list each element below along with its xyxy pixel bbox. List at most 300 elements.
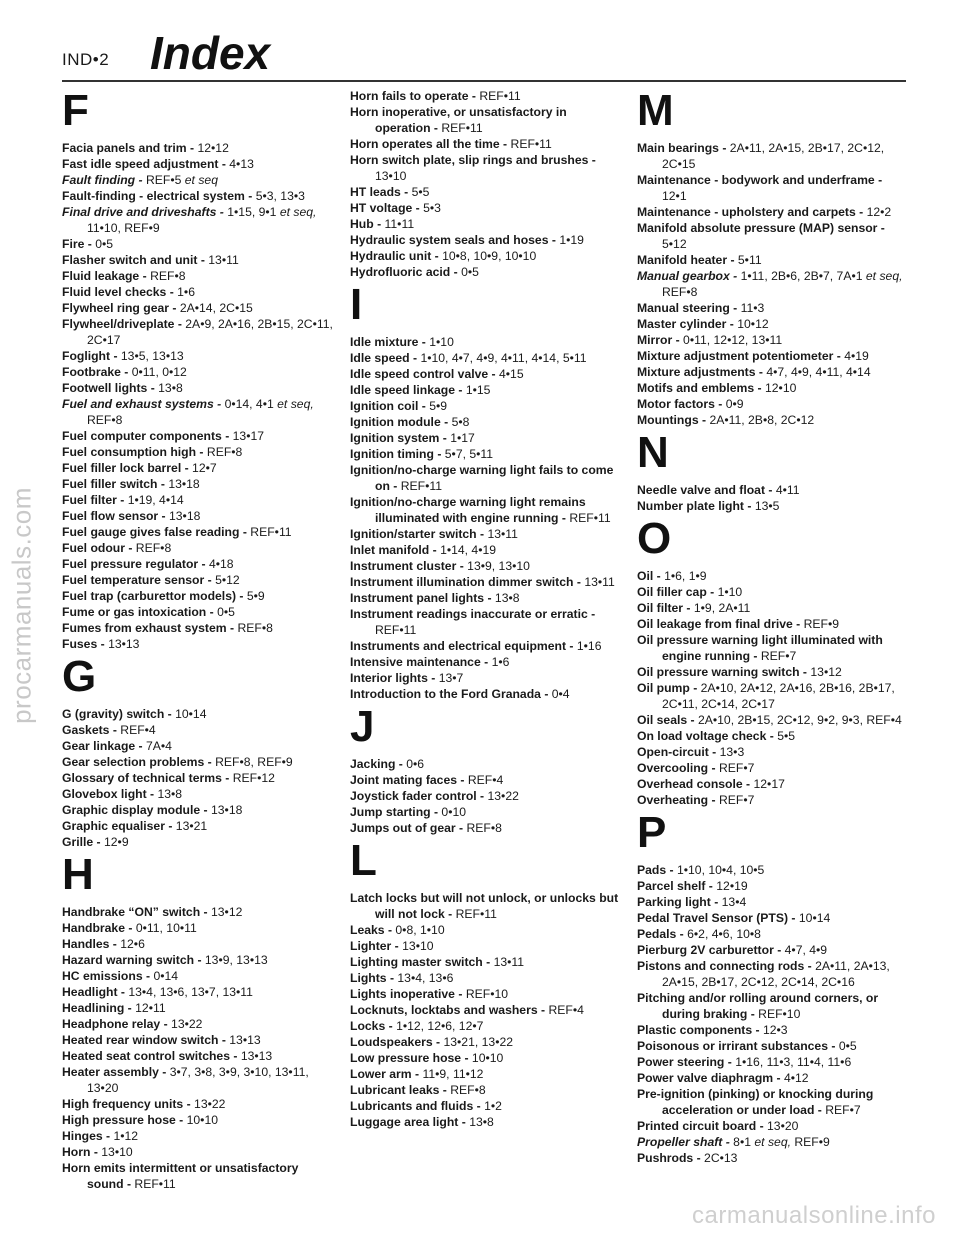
index-entry bbox=[350, 216, 622, 232]
index-entry bbox=[62, 1048, 334, 1064]
index-entry bbox=[62, 476, 334, 492]
index-entry bbox=[637, 1134, 909, 1150]
entry-page-refs: 13•10 bbox=[375, 169, 407, 183]
entry-term: Master cylinder - bbox=[637, 317, 734, 331]
index-entry bbox=[637, 412, 909, 428]
index-entry bbox=[637, 712, 909, 728]
index-entry bbox=[350, 1050, 622, 1066]
index-entry bbox=[637, 332, 909, 348]
entry-term: Instrument cluster - bbox=[350, 559, 464, 573]
entry-page-refs: 5•5 bbox=[777, 729, 796, 743]
entry-term: Low pressure hose - bbox=[350, 1051, 469, 1065]
entry-page-refs: REF•4 bbox=[548, 1003, 584, 1017]
index-entry bbox=[62, 524, 334, 540]
entry-term: Gaskets - bbox=[62, 723, 117, 737]
index-entry bbox=[637, 584, 909, 600]
entry-term: Lights inoperative - bbox=[350, 987, 463, 1001]
index-entry bbox=[350, 1082, 622, 1098]
entry-term: Introduction to the Ford Granada - bbox=[350, 687, 549, 701]
entry-term: Power steering - bbox=[637, 1055, 732, 1069]
entry-page-refs: 11•11 bbox=[384, 217, 415, 231]
entry-page-refs: 12•6 bbox=[120, 937, 145, 951]
entry-term: Mixture adjustments - bbox=[637, 365, 763, 379]
entry-page-refs: 13•11 bbox=[584, 575, 615, 589]
index-entry bbox=[637, 252, 909, 268]
index-entry bbox=[62, 236, 334, 252]
entry-page-refs: 13•20 bbox=[767, 1119, 799, 1133]
entry-page-refs: 13•18 bbox=[169, 509, 201, 523]
entry-page-refs: 13•5, 13•13 bbox=[120, 349, 184, 363]
entry-page-refs: 10•8, 10•9, 10•10 bbox=[442, 249, 537, 263]
entry-term: Oil filler cap - bbox=[637, 585, 715, 599]
entry-term: Motifs and emblems - bbox=[637, 381, 762, 395]
entry-page-refs: REF•12 bbox=[232, 771, 275, 785]
entry-page-refs: 0•8, 1•10 bbox=[395, 923, 445, 937]
entry-term: Lubricants and fluids - bbox=[350, 1099, 481, 1113]
entry-page-refs: 1•9, 2A•11 bbox=[693, 601, 751, 615]
entry-term: Ignition system - bbox=[350, 431, 447, 445]
entry-page-refs: REF•8 bbox=[237, 621, 273, 635]
entry-page-refs: 0•11, 10•11 bbox=[135, 921, 197, 935]
section-letter: G bbox=[62, 652, 97, 701]
entry-page-refs: 1•19, 4•14 bbox=[127, 493, 184, 507]
index-entry bbox=[637, 664, 909, 680]
index-entry bbox=[637, 364, 909, 380]
index-columns bbox=[62, 86, 922, 1191]
entry-term: Instruments and electrical equipment - bbox=[350, 639, 574, 653]
index-entry bbox=[62, 1112, 334, 1128]
entry-page-refs: 4•12 bbox=[783, 1071, 809, 1085]
entry-term: Needle valve and float - bbox=[637, 483, 773, 497]
index-entry bbox=[62, 428, 334, 444]
entry-page-refs: 0•6 bbox=[406, 757, 425, 771]
entry-term: Handles - bbox=[62, 937, 117, 951]
index-entry bbox=[62, 300, 334, 316]
entry-term: Horn switch plate, slip rings and brushes - bbox=[350, 153, 596, 167]
index-entry bbox=[637, 498, 909, 514]
entry-term: Pitching and/or rolling around corners, or during braking - bbox=[637, 991, 879, 1021]
entry-term: Number plate light - bbox=[637, 499, 752, 513]
index-entry bbox=[637, 1054, 909, 1070]
entry-term: Fuel filter - bbox=[62, 493, 125, 507]
entry-term: Loudspeakers - bbox=[350, 1035, 441, 1049]
index-column-1 bbox=[62, 88, 334, 1192]
section-letter: N bbox=[637, 428, 669, 477]
entry-term: Hazard warning switch - bbox=[62, 953, 202, 967]
entry-page-refs: REF•11 bbox=[134, 1177, 176, 1191]
entry-page-refs: 13•22 bbox=[487, 789, 519, 803]
entry-page-refs: 4•19 bbox=[844, 349, 869, 363]
index-entry bbox=[637, 482, 909, 498]
entry-page-refs: 5•3 bbox=[423, 201, 441, 215]
entry-page-refs: REF•7 bbox=[718, 793, 755, 807]
entry-term: Overheating - bbox=[637, 793, 716, 807]
entry-term: Fuel pressure regulator - bbox=[62, 557, 206, 571]
index-entry bbox=[637, 204, 909, 220]
entry-term: Heated rear window switch - bbox=[62, 1033, 226, 1047]
section-letter: M bbox=[637, 86, 674, 135]
index-entry bbox=[637, 1038, 909, 1054]
entry-page-refs: 0•11, 0•12 bbox=[131, 365, 187, 379]
entry-page-refs: 12•11 bbox=[135, 1001, 166, 1015]
entry-term: Parcel shelf - bbox=[637, 879, 713, 893]
index-entry bbox=[62, 556, 334, 572]
entry-term: Final drive and driveshafts - bbox=[62, 205, 224, 219]
entry-page-refs: 4•11 bbox=[775, 483, 800, 497]
index-entry bbox=[62, 380, 334, 396]
index-entry bbox=[637, 380, 909, 396]
entry-term: Gear linkage - bbox=[62, 739, 143, 753]
index-entry bbox=[62, 770, 334, 786]
index-entry bbox=[637, 680, 909, 712]
entry-term: Handbrake “ON” switch - bbox=[62, 905, 208, 919]
entry-term: Oil leakage from final drive - bbox=[637, 617, 801, 631]
index-entry bbox=[637, 1118, 909, 1134]
entry-term: Pads - bbox=[637, 863, 674, 877]
entry-page-refs: 13•13 bbox=[240, 1049, 273, 1063]
entry-page-refs: 3•7, 3•8, 3•9, 3•10, 13•11, 13•20 bbox=[87, 1065, 309, 1095]
entry-refs-et-seq: et seq, bbox=[279, 205, 317, 219]
entry-page-refs: 1•6 bbox=[491, 655, 510, 669]
index-entry bbox=[350, 88, 622, 104]
entry-term: Horn fails to operate - bbox=[350, 89, 476, 103]
entry-term: Hinges - bbox=[62, 1129, 111, 1143]
entry-term: Flywheel/driveplate - bbox=[62, 317, 182, 331]
index-entry bbox=[62, 172, 334, 188]
index-entry bbox=[350, 1066, 622, 1082]
entry-page-refs: 2A•11, 2A•15, 2B•17, 2C•12, 2C•15 bbox=[662, 141, 885, 171]
entry-page-refs: REF•7 bbox=[760, 649, 797, 663]
index-entry bbox=[62, 738, 334, 754]
entry-term: Hydraulic system seals and hoses - bbox=[350, 233, 556, 247]
index-entry bbox=[637, 568, 909, 584]
entry-term: Pierburg 2V carburettor - bbox=[637, 943, 782, 957]
entry-page-refs: 13•3 bbox=[719, 745, 745, 759]
index-entry bbox=[350, 334, 622, 350]
index-entry bbox=[350, 654, 622, 670]
index-entry bbox=[62, 444, 334, 460]
entry-term: Manual gearbox - bbox=[637, 269, 738, 283]
index-entry bbox=[62, 1128, 334, 1144]
entry-page-refs: 13•11 bbox=[493, 955, 525, 969]
index-entry bbox=[350, 788, 622, 804]
entry-page-refs: REF•9 bbox=[803, 617, 840, 631]
index-entry bbox=[350, 382, 622, 398]
entry-term: HT leads - bbox=[350, 185, 409, 199]
entry-term: Printed circuit board - bbox=[637, 1119, 764, 1133]
section-letter: J bbox=[350, 702, 375, 751]
entry-page-refs: 13•21, 13•22 bbox=[443, 1035, 514, 1049]
index-entry bbox=[350, 542, 622, 558]
entry-page-refs: 10•10 bbox=[186, 1113, 219, 1127]
entry-page-refs: 8•1 bbox=[733, 1135, 751, 1149]
entry-page-refs: 1•2 bbox=[484, 1099, 502, 1113]
index-entry bbox=[350, 462, 622, 494]
index-entry bbox=[637, 220, 909, 252]
index-entry bbox=[62, 1016, 334, 1032]
entry-page-refs: REF•7 bbox=[825, 1103, 861, 1117]
entry-term: Lights - bbox=[350, 971, 395, 985]
entry-page-refs: 13•18 bbox=[211, 803, 243, 817]
entry-term: Ignition module - bbox=[350, 415, 449, 429]
entry-term: Fuel flow sensor - bbox=[62, 509, 166, 523]
index-entry bbox=[62, 1064, 334, 1096]
entry-page-refs: 5•12 bbox=[662, 237, 687, 251]
entry-term: Ignition/starter switch - bbox=[350, 527, 485, 541]
entry-page-refs: 5•12 bbox=[215, 573, 240, 587]
entry-term: Fuses - bbox=[62, 637, 105, 651]
index-entry bbox=[637, 1086, 909, 1118]
entry-page-refs: 1•16, 11•3, 11•4, 11•6 bbox=[735, 1055, 852, 1069]
entry-page-refs: 0•9 bbox=[725, 397, 744, 411]
entry-page-refs: 0•14 bbox=[153, 969, 179, 983]
entry-term: Fuel and exhaust systems - bbox=[62, 397, 222, 411]
entry-term: Fuel gauge gives false reading - bbox=[62, 525, 247, 539]
index-entry bbox=[637, 862, 909, 878]
entry-term: Ignition coil - bbox=[350, 399, 426, 413]
entry-page-refs: 13•4, 13•6 bbox=[397, 971, 454, 985]
entry-page-refs: REF•4 bbox=[467, 773, 504, 787]
index-entry bbox=[62, 952, 334, 968]
entry-term: Fuel filler switch - bbox=[62, 477, 165, 491]
entry-term: Mirror - bbox=[637, 333, 680, 347]
entry-term: Leaks - bbox=[350, 923, 393, 937]
entry-page-refs: 12•3 bbox=[762, 1023, 788, 1037]
index-entry bbox=[350, 756, 622, 772]
index-entry bbox=[62, 1160, 334, 1192]
entry-page-refs: REF•7 bbox=[718, 761, 755, 775]
index-entry bbox=[350, 350, 622, 366]
index-entry bbox=[350, 574, 622, 590]
entry-page-refs: 0•5 bbox=[217, 605, 235, 619]
section-letter: F bbox=[62, 86, 89, 135]
index-entry bbox=[62, 348, 334, 364]
index-entry bbox=[350, 200, 622, 216]
entry-term: Headphone relay - bbox=[62, 1017, 168, 1031]
entry-page-refs: 5•9 bbox=[429, 399, 448, 413]
entry-page-refs: 13•4 bbox=[721, 895, 747, 909]
index-entry bbox=[350, 264, 622, 280]
entry-term: Interior lights - bbox=[350, 671, 436, 685]
entry-page-refs: 5•9 bbox=[246, 589, 265, 603]
entry-term: Mountings - bbox=[637, 413, 707, 427]
entry-term: Headlining - bbox=[62, 1001, 132, 1015]
entry-term: Graphic display module - bbox=[62, 803, 208, 817]
entry-term: Idle speed - bbox=[350, 351, 418, 365]
entry-term: Footwell lights - bbox=[62, 381, 155, 395]
entry-page-refs: 0•5 bbox=[838, 1039, 857, 1053]
entry-page-refs: 5•3, 13•3 bbox=[255, 189, 305, 203]
entry-term: Maintenance - bodywork and underframe - bbox=[637, 173, 883, 187]
entry-term: Heated seat control switches - bbox=[62, 1049, 238, 1063]
entry-page-refs: 1•15 bbox=[465, 383, 491, 397]
entry-page-refs: 12•19 bbox=[716, 879, 748, 893]
entry-page-refs: 13•12 bbox=[810, 665, 842, 679]
index-column-3 bbox=[637, 88, 909, 1166]
entry-term: Pushrods - bbox=[637, 1151, 701, 1165]
entry-page-refs: 13•17 bbox=[232, 429, 265, 443]
entry-term: Fluid level checks - bbox=[62, 285, 174, 299]
entry-term: Flywheel ring gear - bbox=[62, 301, 177, 315]
index-entry bbox=[62, 968, 334, 984]
entry-term: Idle mixture - bbox=[350, 335, 426, 349]
entry-term: Maintenance - upholstery and carpets - bbox=[637, 205, 864, 219]
entry-term: Joystick fader control - bbox=[350, 789, 485, 803]
entry-term: Fire - bbox=[62, 237, 92, 251]
index-entry bbox=[62, 1032, 334, 1048]
index-entry bbox=[62, 508, 334, 524]
index-entry bbox=[350, 398, 622, 414]
entry-page-refs: 2A•9, 2A•16, 2B•15, 2C•11, 2C•17 bbox=[87, 317, 333, 347]
entry-term: Pre-ignition (pinking) or knocking during acceleration or under load - bbox=[637, 1087, 874, 1117]
entry-page-refs: REF•8 bbox=[450, 1083, 486, 1097]
index-entry bbox=[350, 414, 622, 430]
entry-page-refs: REF•8 bbox=[466, 821, 502, 835]
entry-term: Overhead console - bbox=[637, 777, 751, 791]
entry-page-refs: 1•19 bbox=[559, 233, 584, 247]
entry-refs-et-seq: et seq, bbox=[865, 269, 903, 283]
entry-term: Instrument readings inaccurate or erratic - bbox=[350, 607, 596, 621]
entry-term: High pressure hose - bbox=[62, 1113, 184, 1127]
entry-term: Power valve diaphragm - bbox=[637, 1071, 781, 1085]
entry-page-refs: REF•11 bbox=[479, 89, 521, 103]
index-entry bbox=[350, 494, 622, 526]
index-entry bbox=[637, 958, 909, 990]
entry-term: Oil - bbox=[637, 569, 661, 583]
entry-term: Horn inoperative, or unsatisfactory in operation - bbox=[350, 105, 567, 135]
entry-page-refs: 12•7 bbox=[192, 461, 217, 475]
entry-term: Ignition/no-charge warning light fails to come on - bbox=[350, 463, 614, 493]
entry-term: Fuel temperature sensor - bbox=[62, 573, 212, 587]
entry-term: Propeller shaft - bbox=[637, 1135, 730, 1149]
entry-page-refs: 1•10 bbox=[429, 335, 454, 349]
entry-page-refs: REF•8 bbox=[135, 541, 172, 555]
entry-page-refs: 12•12 bbox=[197, 141, 229, 155]
entry-page-refs: 0•11, 12•12, 13•11 bbox=[683, 333, 783, 347]
entry-term: Horn operates all the time - bbox=[350, 137, 508, 151]
index-entry bbox=[637, 632, 909, 664]
entry-term: Foglight - bbox=[62, 349, 118, 363]
entry-term: Grille - bbox=[62, 835, 101, 849]
entry-page-refs: REF•11 bbox=[441, 121, 483, 135]
entry-term: Inlet manifold - bbox=[350, 543, 437, 557]
entry-term: Locks - bbox=[350, 1019, 393, 1033]
entry-page-refs: 2A•10, 2B•15, 2C•12, 9•2, 9•3, REF•4 bbox=[697, 713, 902, 727]
index-entry bbox=[62, 754, 334, 770]
index-entry bbox=[62, 636, 334, 652]
index-entry bbox=[62, 364, 334, 380]
entry-refs-et-seq: et seq, bbox=[277, 397, 314, 411]
index-entry bbox=[62, 722, 334, 738]
index-entry bbox=[637, 728, 909, 744]
entry-page-refs: 0•5 bbox=[95, 237, 114, 251]
entry-term: Fast idle speed adjustment - bbox=[62, 157, 226, 171]
entry-page-refs: 1•11, 2B•6, 2B•7, 7A•1 bbox=[740, 269, 863, 283]
entry-term: Parking light - bbox=[637, 895, 719, 909]
entry-page-refs: REF•11 bbox=[250, 525, 292, 539]
index-entry bbox=[637, 1150, 909, 1166]
index-column-2 bbox=[350, 88, 622, 1130]
entry-page-refs: REF•10 bbox=[465, 987, 509, 1001]
index-entry bbox=[62, 604, 334, 620]
index-entry bbox=[350, 820, 622, 836]
entry-term: Manifold absolute pressure (MAP) sensor - bbox=[637, 221, 885, 235]
page-number: IND•2 bbox=[62, 50, 110, 69]
entry-term: Luggage area light - bbox=[350, 1115, 466, 1129]
index-entry bbox=[62, 834, 334, 850]
entry-term: Motor factors - bbox=[637, 397, 723, 411]
entry-term: Oil pressure warning light illuminated with engine running - bbox=[637, 633, 883, 663]
index-entry bbox=[637, 616, 909, 632]
entry-term: Gear selection problems - bbox=[62, 755, 212, 769]
entry-page-refs: 1•14, 4•19 bbox=[440, 543, 497, 557]
entry-term: Ignition/no-charge warning light remains illuminated with engine running - bbox=[350, 495, 586, 525]
index-entry bbox=[62, 492, 334, 508]
entry-term: Pistons and connecting rods - bbox=[637, 959, 812, 973]
entry-page-refs: 13•8 bbox=[158, 381, 183, 395]
index-entry bbox=[637, 744, 909, 760]
section-letter: H bbox=[62, 850, 94, 899]
index-entry bbox=[62, 802, 334, 818]
entry-page-refs: 2A•14, 2C•15 bbox=[179, 301, 253, 315]
index-entry bbox=[350, 606, 622, 638]
index-entry bbox=[637, 300, 909, 316]
entry-term: Graphic equaliser - bbox=[62, 819, 173, 833]
entry-page-refs: 12•10 bbox=[765, 381, 797, 395]
entry-term: Glossary of technical terms - bbox=[62, 771, 230, 785]
entry-page-refs: REF•5 bbox=[145, 173, 182, 187]
index-entry bbox=[350, 1018, 622, 1034]
entry-term: Glovebox light - bbox=[62, 787, 155, 801]
index-entry bbox=[637, 268, 909, 300]
index-entry bbox=[637, 792, 909, 808]
entry-term: Lighting master switch - bbox=[350, 955, 491, 969]
entry-page-refs: 1•15, 9•1 bbox=[227, 205, 277, 219]
index-entry bbox=[637, 878, 909, 894]
entry-page-refs-continued: REF•9 bbox=[794, 1135, 830, 1149]
index-entry bbox=[350, 922, 622, 938]
index-entry bbox=[62, 1000, 334, 1016]
entry-page-refs: 13•9, 13•10 bbox=[467, 559, 530, 573]
entry-page-refs: 1•6, 1•9 bbox=[664, 569, 707, 583]
entry-page-refs: 0•10 bbox=[441, 805, 467, 819]
entry-term: Headlight - bbox=[62, 985, 125, 999]
index-entry bbox=[62, 588, 334, 604]
entry-page-refs: REF•11 bbox=[569, 511, 611, 525]
index-entry bbox=[62, 786, 334, 802]
entry-term: Pedals - bbox=[637, 927, 684, 941]
entry-term: Horn - bbox=[62, 1145, 98, 1159]
entry-page-refs: 10•14 bbox=[175, 707, 207, 721]
index-entry bbox=[350, 184, 622, 200]
entry-term: Oil seals - bbox=[637, 713, 695, 727]
entry-term: High frequency units - bbox=[62, 1097, 191, 1111]
index-entry bbox=[350, 686, 622, 702]
entry-page-refs: 1•10 bbox=[717, 585, 743, 599]
entry-page-refs: 11•9, 11•12 bbox=[422, 1067, 484, 1081]
entry-term: Mixture adjustment potentiometer - bbox=[637, 349, 841, 363]
section-letter: P bbox=[637, 808, 667, 857]
entry-page-refs-continued: REF•8 bbox=[87, 413, 123, 427]
entry-page-refs: 2A•11, 2A•13, 2A•15, 2B•17, 2C•12, 2C•14, 2C•16 bbox=[662, 959, 890, 989]
entry-page-refs: 13•8 bbox=[469, 1115, 494, 1129]
index-entry bbox=[62, 156, 334, 172]
entry-term: HT voltage - bbox=[350, 201, 420, 215]
entry-page-refs: 5•8 bbox=[451, 415, 470, 429]
entry-term: Flasher switch and unit - bbox=[62, 253, 205, 267]
entry-page-refs: 2A•10, 2A•12, 2A•16, 2B•16, 2B•17, 2C•11, 2C•14, 2C•17 bbox=[662, 681, 895, 711]
index-entry bbox=[637, 942, 909, 958]
